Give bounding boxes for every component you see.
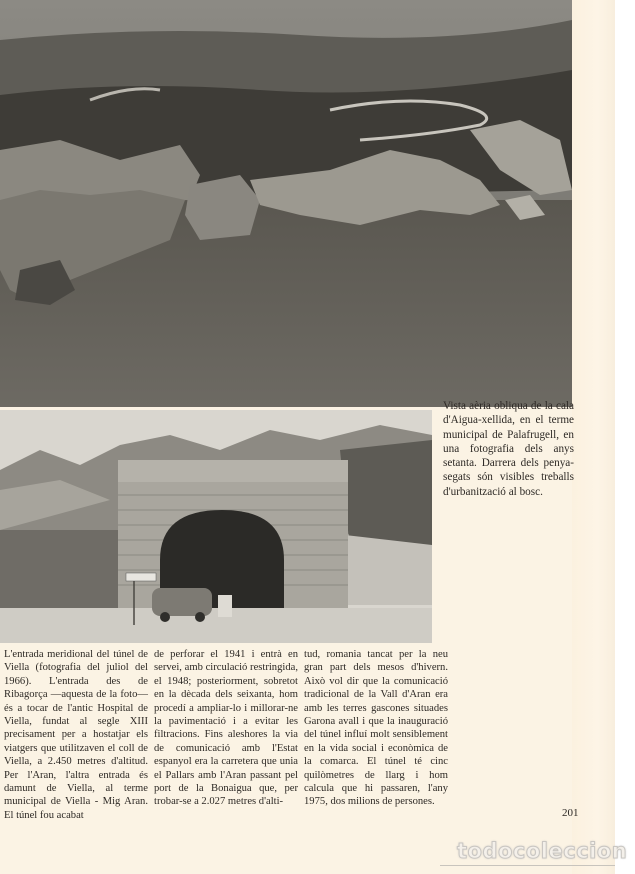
body-column-1: L'entrada meridional del túnel de Viella (fotografia del juliol del 1966). L'entrada des de Ribagorça —aquesta de la foto— és a tocar de l'antic Hospital de Viella, fundat al segle XIII precisament per a hostatjar els viatgers que utilitzaven el coll de Viella, a 2.450 metres d'altitud. Per l'Aran, l'altra entrada és damunt de Viella, al terme municipal de Viella - Mig Aran. El túnel fou acabat [4,649,148,821]
page-margin [572,0,615,874]
watermark-underline [440,865,615,866]
body-column-2: de perforar el 1941 i entrà en servei, amb circulació restringida, el 1948; posteriorment, sobretot en la dècada dels seixanta, hom procedí a ampliar-lo i millorar-ne la pavimentació i a evitar les filtracions. Fins aleshores la via de comunicació amb l'Estat espanyol era la carretera que unia el Pallars amb l'Aran passant pel port de la Bonaigua que, per trobar-se a 2.027 metres d'alti- [154,649,298,808]
photo-caption: Vista aèria obliqua de la cala d'Aigua-xellida, en el terme municipal de Palafrugell, en una fotografia dels anys setanta. Darrera dels penya-segats són visibles treballs d'urbanització al bosc. [443,400,574,498]
aerial-coast-photo [0,0,572,407]
watermark: todocoleccion [457,839,628,863]
page-number: 201 [562,807,579,819]
tunnel-entrance-photo [0,410,432,643]
body-column-3: tud, romania tancat per la neu gran part dels mesos d'hivern. Això vol dir que la comunicació tradicional de la Vall d'Aran era amb les terres gascones situades Garona avall i que la inauguració del túnel influí molt sensiblement en la vida social i econòmica de la comarca. El túnel té cinc quilòmetres de llarg i hom calcula que hi passaren, l'any 1975, dos milions de persones. [304,649,448,808]
